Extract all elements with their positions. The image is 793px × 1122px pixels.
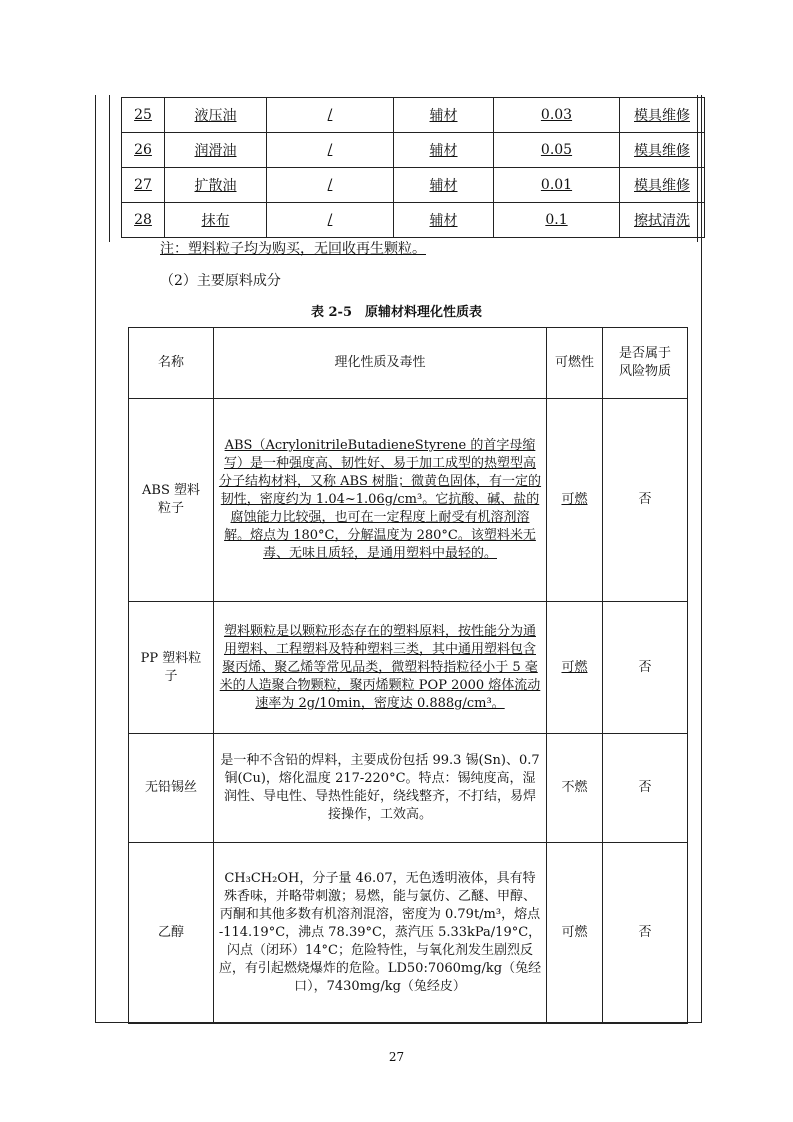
- substance-hazard: 否: [603, 602, 688, 734]
- frame-inner-line: [109, 95, 110, 242]
- material-amount: 0.05: [494, 133, 620, 168]
- substance-description: ABS（AcrylonitrileButadieneStyrene 的首字母缩写）是一种强度高、韧性好、易于加工成型的热塑型高分子结构材料，又称 ABS 树脂；微黄色固体，有一定的韧性，密度约为 1.04~1.06g/cm³。它抗酸、碱、盐的腐蚀能力比较强，也可在一定程度上耐受有机溶剂溶解。熔点为 180°C，分解温度为 280°C。该塑料米无毒、无味且质轻，是通用塑料中最轻的。: [214, 399, 547, 602]
- substance-flammability: 可燃: [547, 602, 603, 734]
- material-type: 辅材: [394, 168, 494, 203]
- section-heading: （2）主要原料成分: [160, 273, 281, 289]
- material-spec: /: [267, 133, 394, 168]
- material-type: 辅材: [394, 98, 494, 133]
- substance-description: 是一种不含铅的焊料，主要成份包括 99.3 锡(Sn)、0.7 铜(Cu)，熔化温度 217-220°C。特点：锡纯度高，湿润性、导电性、导热性能好，绕线整齐，不打结，易焊接操作，工效高。: [214, 734, 547, 843]
- table-row: [129, 734, 688, 843]
- substance-flammability: 可燃: [547, 399, 603, 602]
- row-number: 27: [122, 168, 165, 203]
- header-properties: 理化性质及毒性: [214, 328, 547, 399]
- materials-table: [121, 97, 705, 238]
- material-name: 扩散油: [165, 168, 267, 203]
- material-use: 擦拭清洗: [620, 203, 705, 238]
- material-type: 辅材: [394, 203, 494, 238]
- row-number: 28: [122, 203, 165, 238]
- table-row: [122, 168, 705, 203]
- table-note: 注：塑料粒子均为购买，无回收再生颗粒。: [160, 241, 426, 257]
- material-amount: 0.1: [494, 203, 620, 238]
- page-number: 27: [388, 1050, 405, 1064]
- substance-description: 塑料颗粒是以颗粒形态存在的塑料原料，按性能分为通用塑料、工程塑料及特种塑料三类，其中通用塑料包含聚丙烯、聚乙烯等常见品类，微塑料特指粒径小于 5 毫米的人造聚合物颗粒，聚丙烯颗粒 POP 2000 熔体流动速率为 2g/10min，密度达 0.888g/cm³。: [214, 602, 547, 734]
- substance-name: 无铅锡丝: [129, 734, 214, 843]
- substance-name: 乙醇: [129, 843, 214, 1024]
- table-caption: 表 2-5 原辅材料理化性质表: [310, 305, 482, 320]
- material-use: 模具维修: [620, 168, 705, 203]
- material-spec: /: [267, 168, 394, 203]
- material-spec: /: [267, 98, 394, 133]
- properties-table: [128, 327, 688, 1024]
- table-row: [129, 399, 688, 602]
- substance-name: PP 塑料粒子: [129, 602, 214, 734]
- material-amount: 0.01: [494, 168, 620, 203]
- material-name: 润滑油: [165, 133, 267, 168]
- table-row: [122, 203, 705, 238]
- substance-flammability: 不燃: [547, 734, 603, 843]
- table-row: [122, 133, 705, 168]
- table-row: [129, 843, 688, 1024]
- table-header-row: [129, 328, 688, 399]
- substance-hazard: 否: [603, 399, 688, 602]
- substance-description: CH₃CH₂OH，分子量 46.07，无色透明液体，具有特殊香味，并略带刺激；易燃，能与氯仿、乙醚、甲醇、丙酮和其他多数有机溶剂混溶，密度为 0.79t/m³，熔点 -114.19°C，沸点 78.39°C，蒸汽压 5.33kPa/19°C，闪点（闭环）14°C；危险特性，与氧化剂发生剧烈反应，有引起燃烧爆炸的危险。LD50:7060mg/kg（兔经口），7430mg/kg（兔经皮）: [214, 843, 547, 1024]
- row-number: 26: [122, 133, 165, 168]
- substance-hazard: 否: [603, 734, 688, 843]
- material-name: 液压油: [165, 98, 267, 133]
- substance-hazard: 否: [603, 843, 688, 1024]
- header-hazard: 是否属于风险物质: [603, 328, 688, 399]
- row-number: 25: [122, 98, 165, 133]
- material-spec: /: [267, 203, 394, 238]
- material-name: 抹布: [165, 203, 267, 238]
- header-flammability: 可燃性: [547, 328, 603, 399]
- table-row: [122, 98, 705, 133]
- table-row: [129, 602, 688, 734]
- material-amount: 0.03: [494, 98, 620, 133]
- substance-name: ABS 塑料粒子: [129, 399, 214, 602]
- substance-flammability: 可燃: [547, 843, 603, 1024]
- header-name: 名称: [129, 328, 214, 399]
- material-use: 模具维修: [620, 98, 705, 133]
- material-type: 辅材: [394, 133, 494, 168]
- material-use: 模具维修: [620, 133, 705, 168]
